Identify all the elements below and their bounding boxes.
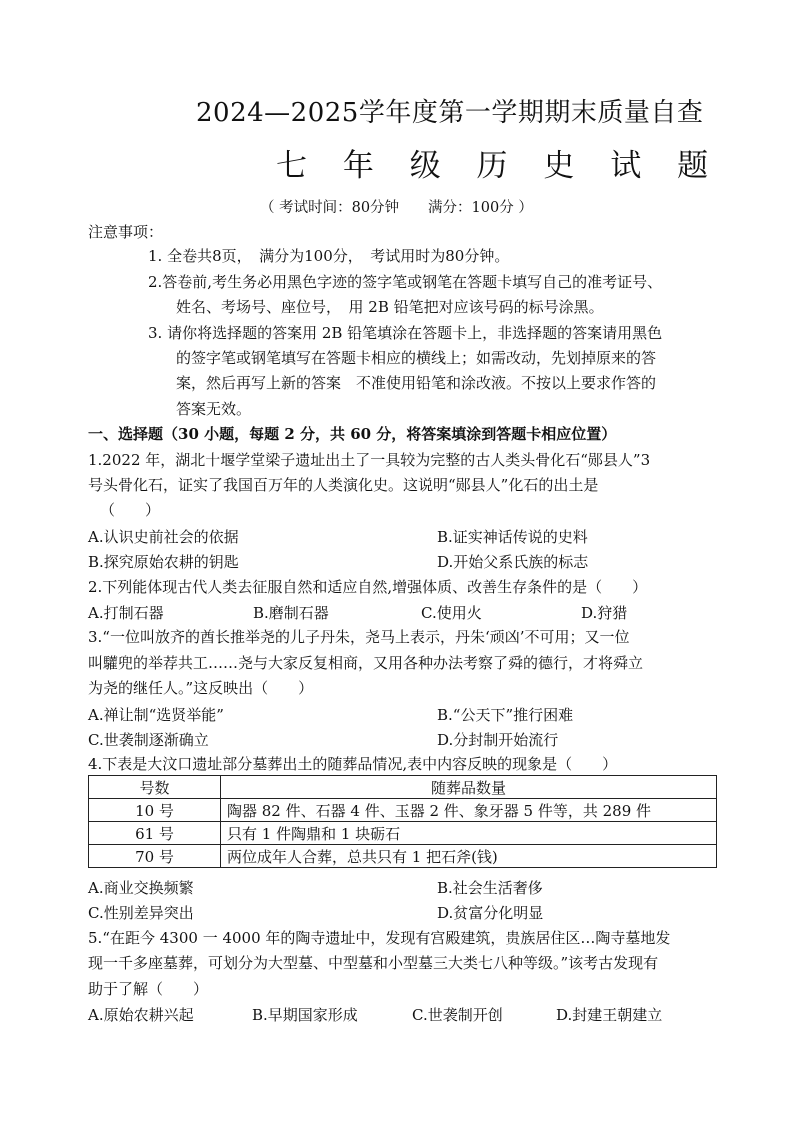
- option-b: B.“公天下”推行困难: [437, 706, 574, 724]
- option-c: B.探究原始农耕的钥匙: [88, 553, 239, 571]
- exam-title: 2024—2025学年度第一学期期末质量自查: [196, 98, 704, 128]
- note-line: 姓名、考场号、座位号， 用 2B 铅笔把对应该号码的标号涂黑。: [176, 298, 604, 316]
- table-row: [89, 822, 717, 845]
- question-line: 4.下表是大汶口遗址部分墓葬出土的随葬品情况,表中内容反映的现象是（ ）: [88, 755, 618, 773]
- question-line: 5.“在距今 4300 一 4000 年的陶寺遗址中，发现有宫殿建筑，贵族居住区…陶寺墓地发: [88, 929, 671, 947]
- option-a: A.打制石器: [88, 604, 164, 622]
- burial-goods-table: [88, 775, 717, 868]
- table-cell: 陶器 82 件、石器 4 件、玉器 2 件、象牙器 5 件等，共 289 件: [221, 799, 717, 822]
- option-b: B.磨制石器: [253, 604, 329, 622]
- option-d: D.封建王朝建立: [556, 1006, 663, 1024]
- note-line: 3. 请你将选择题的答案用 2B 铅笔填涂在答题卡上，非选择题的答案请用黑色: [148, 324, 663, 342]
- notes-heading: 注意事项：: [88, 223, 164, 241]
- table-cell: 两位成年人合葬，总共只有 1 把石斧(钱): [221, 845, 717, 868]
- note-line: 1. 全卷共8页， 满分为100分， 考试用时为80分钟。: [148, 247, 510, 265]
- table-header-cell: 随葬品数量: [221, 776, 717, 799]
- option-d: D.分封制开始流行: [437, 731, 559, 749]
- option-c: C.世袭制逐渐确立: [88, 731, 209, 749]
- table-row: [89, 799, 717, 822]
- option-d: D.贫富分化明显: [437, 904, 544, 922]
- table-row: [89, 845, 717, 868]
- option-a: A.禅让制“选贤举能”: [88, 706, 224, 724]
- option-a: A.商业交换频繁: [88, 879, 194, 897]
- option-c: C.使用火: [421, 604, 482, 622]
- option-a: A.原始农耕兴起: [88, 1006, 194, 1024]
- question-line: 3.“一位叫放齐的酋长推举尧的儿子丹朱，尧马上表示，丹朱‘顽凶’不可用；又一位: [88, 628, 630, 646]
- option-c: C.世袭制开创: [412, 1006, 503, 1024]
- note-line: 案，然后再写上新的答案 不准使用铅笔和涂改液。不按以上要求作答的: [176, 374, 657, 392]
- exam-subtitle: 七 年 级 历 史 试 题: [276, 148, 722, 184]
- section-heading: 一、选择题（30 小题，每题 2 分，共 60 分，将答案填涂到答题卡相应位置）: [88, 425, 617, 443]
- question-line: 1.2022 年，湖北十堰学堂梁子遗址出土了一具较为完整的古人类头骨化石“郧县人”3: [88, 451, 651, 469]
- question-line: 2.下列能体现古代人类去征服自然和适应自然,增强体质、改善生存条件的是（ ）: [88, 578, 648, 596]
- note-line: 2.答卷前,考生务必用黑色字迹的签字笔或钢笔在答题卡填写自己的准考证号、: [148, 273, 663, 291]
- option-c: C.性别差异突出: [88, 904, 194, 922]
- exam-info: （ 考试时间：80分钟 满分：100分 ）: [260, 200, 533, 216]
- answer-bracket: （ ）: [100, 501, 161, 519]
- option-b: B.早期国家形成: [252, 1006, 358, 1024]
- option-d: D.开始父系氏族的标志: [437, 553, 589, 571]
- question-line: 为尧的继任人。”这反映出（ ）: [88, 679, 314, 697]
- option-b: B.社会生活奢侈: [437, 879, 543, 897]
- table-header-cell: 号数: [89, 776, 221, 799]
- option-d: D.狩猎: [581, 604, 628, 622]
- question-line: 号头骨化石，证实了我国百万年的人类演化史。这说明“郧县人”化石的出土是: [88, 476, 599, 494]
- table-cell: 只有 1 件陶鼎和 1 块砺石: [221, 822, 717, 845]
- option-b: B.证实神话传说的史料: [437, 528, 588, 546]
- table-cell: 10 号: [89, 799, 221, 822]
- question-line: 现一千多座墓葬，可划分为大型墓、中型墓和小型墓三大类七八种等级。”该考古发现有: [88, 954, 659, 972]
- table-cell: 61 号: [89, 822, 221, 845]
- table-header-row: [89, 776, 717, 799]
- question-line: 助于了解（ ）: [88, 980, 209, 998]
- option-a: A.认识史前社会的依据: [88, 528, 239, 546]
- table-cell: 70 号: [89, 845, 221, 868]
- note-line: 的签字笔或钢笔填写在答题卡相应的横线上；如需改动，先划掉原来的答: [176, 349, 657, 367]
- question-line: 叫驩兜的举荐共工……尧与大家反复相商，又用各种办法考察了舜的德行，才将舜立: [88, 654, 644, 672]
- note-line: 答案无效。: [176, 400, 252, 418]
